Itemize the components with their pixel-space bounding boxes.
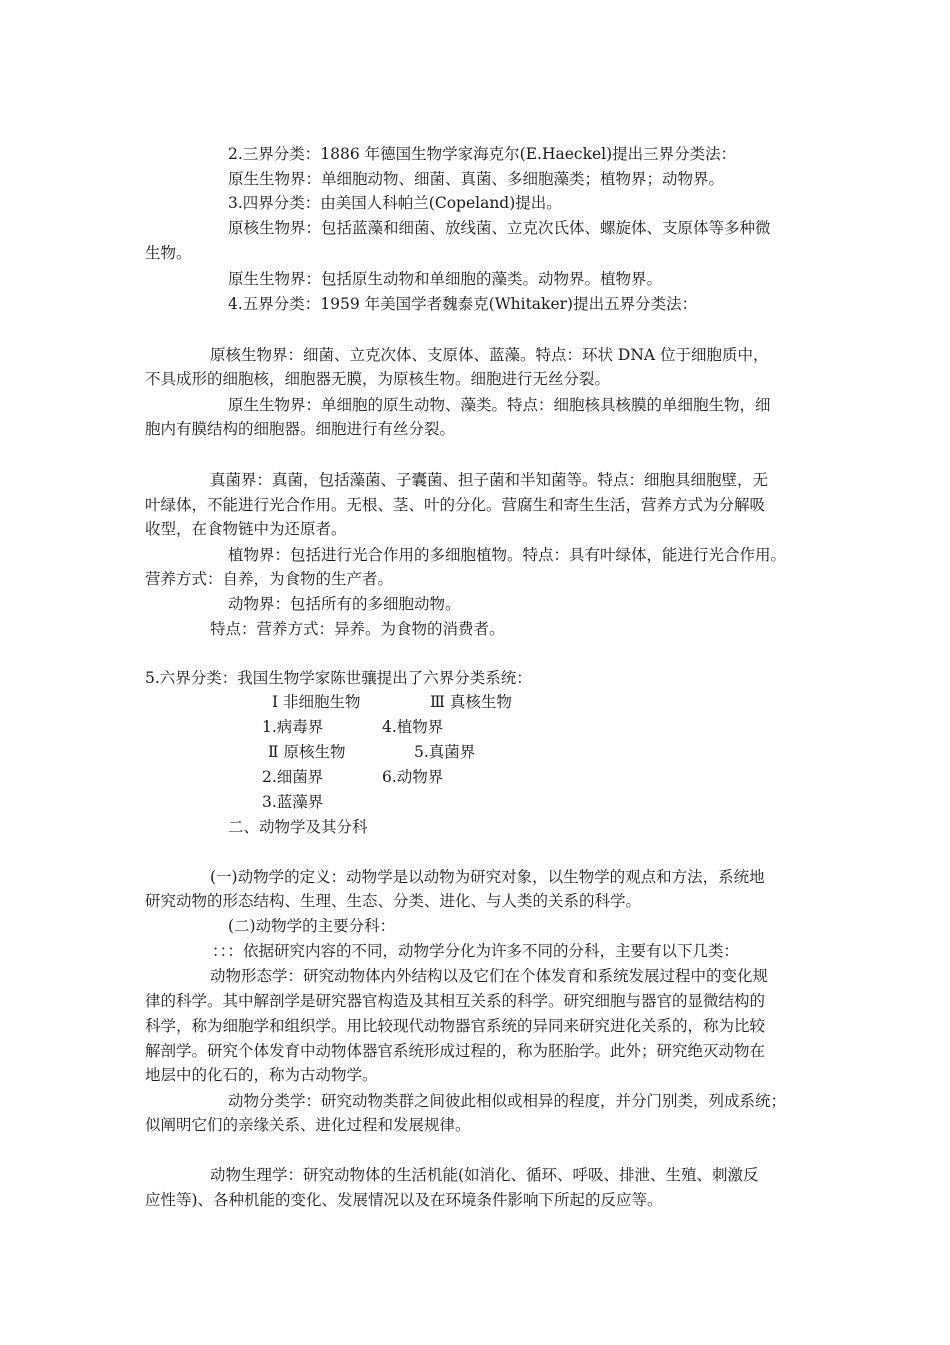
morphology-line4: 解剖学。研究个体发育中动物体器官系统形成过程的，称为胚胎学。此外；研究绝灭动物在 <box>145 1042 766 1060</box>
six-kingdoms-cell-r5c1: 3.蓝藻界 <box>262 793 324 811</box>
paragraph-five-kingdoms: 4.五界分类：1959 年美国学者魏泰克(Whitaker)提出五界分类法： <box>228 295 698 313</box>
six-kingdoms-cell-r1c1: Ⅰ 非细胞生物 <box>272 693 361 711</box>
fungi-line2: 叶绿体，不能进行光合作用。无根、茎、叶的分化。营腐生和寄生生活，营养方式为分解吸 <box>145 496 766 514</box>
zoology-definition-line1: (一)动物学的定义：动物学是以动物为研究对象，以生物学的观点和方法，系统地 <box>210 868 765 886</box>
paragraph-protist-kingdom: 原生生物界：包括原生动物和单细胞的藻类。动物界。植物界。 <box>228 270 663 288</box>
six-kingdoms-heading: 5.六界分类：我国生物学家陈世骧提出了六界分类系统： <box>145 669 532 687</box>
six-kingdoms-cell-r3c1: Ⅱ 原核生物 <box>268 743 346 761</box>
six-kingdoms-cell-r2c2: 4.植物界 <box>382 718 444 736</box>
six-kingdoms-cell-r1c2: Ⅲ 真核生物 <box>430 693 512 711</box>
six-kingdoms-cell-r4c2: 6.动物界 <box>382 768 444 786</box>
six-kingdoms-cell-r2c1: 1.病毒界 <box>262 718 324 736</box>
monera-line1: 原核生物界：细菌、立克次体、支原体、蓝藻。特点：环状 DNA 位于细胞质中， <box>210 346 769 364</box>
taxonomy-line2: 似阐明它们的亲缘关系、进化过程和发展规律。 <box>145 1116 471 1134</box>
physiology-line1: 动物生理学：研究动物体的生活机能(如消化、循环、呼吸、排泄、生殖、刺激反 <box>210 1166 759 1184</box>
animalia-line1: 动物界：包括所有的多细胞动物。 <box>228 595 461 613</box>
morphology-line3: 科学，称为细胞学和组织学。用比较现代动物器官系统的异同来研究进化关系的，称为比较 <box>145 1017 766 1035</box>
protista-line2: 胞内有膜结构的细胞器。细胞进行有丝分裂。 <box>145 420 456 438</box>
morphology-line1: 动物形态学：研究动物体内外结构以及它们在个体发育和系统发展过程中的变化规 <box>210 967 769 985</box>
zoology-branches-intro: ：：：依据研究内容的不同，动物学分化为许多不同的分科，主要有以下几类： <box>212 942 740 960</box>
six-kingdoms-cell-r3c2: 5.真菌界 <box>414 743 476 761</box>
plantae-line1: 植物界：包括进行光合作用的多细胞植物。特点：具有叶绿体，能进行光合作用。 <box>228 546 787 564</box>
section-two-heading: 二、动物学及其分科 <box>228 818 368 836</box>
plantae-line2: 营养方式：自养，为食物的生产者。 <box>145 570 394 588</box>
animalia-line2: 特点：营养方式：异养。为食物的消费者。 <box>210 620 505 638</box>
six-kingdoms-cell-r4c1: 2.细菌界 <box>262 768 324 786</box>
morphology-line2: 律的科学。其中解剖学是研究器官构造及其相互关系的科学。研究细胞与器官的显微结构的 <box>145 992 766 1010</box>
zoology-definition-line2: 研究动物的形态结构、生理、生态、分类、进化、与人类的关系的科学。 <box>145 892 642 910</box>
paragraph-prokaryote-kingdom-line2: 生物。 <box>145 244 192 262</box>
morphology-line5: 地层中的化石的，称为古动物学。 <box>145 1066 378 1084</box>
fungi-line1: 真菌界：真菌，包括藻菌、子囊菌、担子菌和半知菌等。特点：细胞具细胞壁，无 <box>210 471 769 489</box>
paragraph-four-kingdoms: 3.四界分类：由美国人科帕兰(Copeland)提出。 <box>228 194 562 212</box>
paragraph-three-kingdoms: 2.三界分类：1886 年德国生物学家海克尔(E.Haeckel)提出三界分类法： <box>228 145 737 163</box>
physiology-line2: 应性等)、各种机能的变化、发展情况以及在环境条件影响下所起的反应等。 <box>145 1191 663 1209</box>
fungi-line3: 收型，在食物链中为还原者。 <box>145 520 347 538</box>
zoology-branches-heading: (二)动物学的主要分科： <box>228 917 396 935</box>
protista-line1: 原生生物界：单细胞的原生动物、藻类。特点：细胞核具核膜的单细胞生物，细 <box>228 396 771 414</box>
taxonomy-line1: 动物分类学：研究动物类群之间彼此相似或相异的程度，并分门别类，列成系统； <box>228 1092 787 1110</box>
paragraph-three-kingdoms-list: 原生生物界：单细胞动物、细菌、真菌、多细胞藻类；植物界；动物界。 <box>228 170 725 188</box>
monera-line2: 不具成形的细胞核，细胞器无膜，为原核生物。细胞进行无丝分裂。 <box>145 370 611 388</box>
paragraph-prokaryote-kingdom-line1: 原核生物界：包括蓝藻和细菌、放线菌、立克次氏体、螺旋体、支原体等多种微 <box>228 219 771 237</box>
